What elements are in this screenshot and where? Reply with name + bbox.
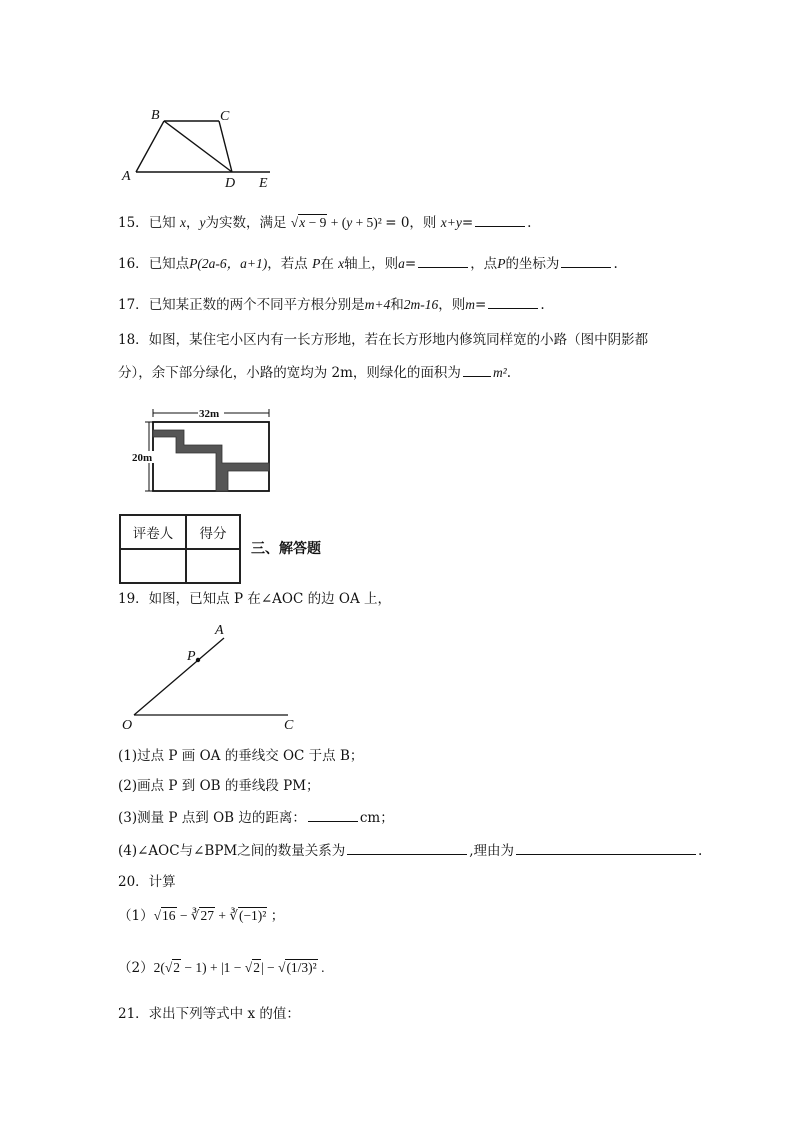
- answer-blank-17[interactable]: [488, 294, 538, 309]
- answer-blank-19-3[interactable]: [308, 807, 358, 822]
- trapezoid-figure: [118, 104, 278, 190]
- answer-blank-16b[interactable]: [561, 253, 611, 268]
- height-label: 20m: [132, 452, 153, 464]
- segment-ab: [136, 121, 164, 172]
- expression-1: √16 − ∛27 + ∛(−1)² ；: [153, 908, 285, 923]
- answer-blank-18[interactable]: [463, 362, 491, 377]
- label-a: A: [122, 169, 131, 184]
- question-19-stem: 19．如图，已知点 P 在∠AOC 的边 OA 上，: [118, 591, 391, 607]
- question-16: 16．已知点P(2a-6，a+1)，若点 P在 x轴上，则a= ，点P的坐标为 .: [118, 253, 618, 274]
- expression-2: 2(√2 − 1) + |1 − √2| − √(1/3)² .: [153, 960, 325, 975]
- label-d: D: [225, 176, 236, 190]
- ray-oa: [134, 638, 224, 715]
- angle-aoc-figure: [118, 618, 308, 732]
- label-b: B: [151, 108, 160, 123]
- answer-blank-15[interactable]: [475, 212, 525, 227]
- question-19-part3: (3)测量 P 点到 OB 边的距离： cm；: [118, 807, 394, 828]
- question-21-stem: 21．求出下列等式中 x 的值：: [118, 1006, 300, 1022]
- answer-blank-16a[interactable]: [418, 253, 468, 268]
- score-table-header-score: 得分: [186, 515, 240, 549]
- label-o: O: [122, 718, 133, 732]
- score-cell-score[interactable]: [186, 549, 240, 583]
- question-17: 17．已知某正数的两个不同平方根分别是m+4和2m-16，则m= .: [118, 294, 545, 315]
- section-title: 三、解答题: [251, 541, 321, 557]
- question-19-part2: (2)画点 P 到 OB 的垂线段 PM；: [118, 778, 320, 794]
- question-18-line2: 分），余下部分绿化，小路的宽均为 2m，则绿化的面积为 m².: [118, 362, 511, 383]
- answer-blank-19-4b[interactable]: [516, 840, 696, 855]
- label-a: A: [215, 623, 224, 638]
- question-19-part1: (1)过点 P 画 OA 的垂线交 OC 于点 B；: [118, 748, 364, 764]
- score-table: [119, 514, 241, 584]
- label-e: E: [259, 176, 268, 190]
- answer-blank-19-4a[interactable]: [347, 840, 467, 855]
- question-20-sub1: （1）√16 − ∛27 + ∛(−1)² ；: [118, 908, 285, 924]
- sqrt-expression: √x − 9 + (y + 5)²: [290, 215, 386, 230]
- question-15: 15．已知 x，y为实数，满足 √x − 9 + (y + 5)² = 0，则 x+y= .: [118, 212, 531, 233]
- question-19-part4: (4)∠AOC与∠BPM之间的数量关系为 ,理由为 .: [118, 840, 702, 861]
- point-p: [196, 658, 200, 662]
- question-18-line1: 18．如图，某住宅小区内有一长方形地，若在长方形地内修筑同样宽的小路（图中阴影都: [118, 332, 649, 348]
- label-c: C: [284, 718, 294, 732]
- label-c: C: [220, 109, 230, 124]
- rectangle-path-figure: [122, 405, 272, 495]
- width-label: 32m: [199, 408, 220, 420]
- question-20-stem: 20．计算: [118, 874, 176, 890]
- question-20-sub2: （2）2(√2 − 1) + |1 − √2| − √(1/3)² .: [118, 960, 325, 976]
- segment-bd: [164, 121, 232, 172]
- label-p: P: [187, 649, 196, 664]
- score-table-header-grader: 评卷人: [120, 515, 186, 549]
- score-cell-grader[interactable]: [120, 549, 186, 583]
